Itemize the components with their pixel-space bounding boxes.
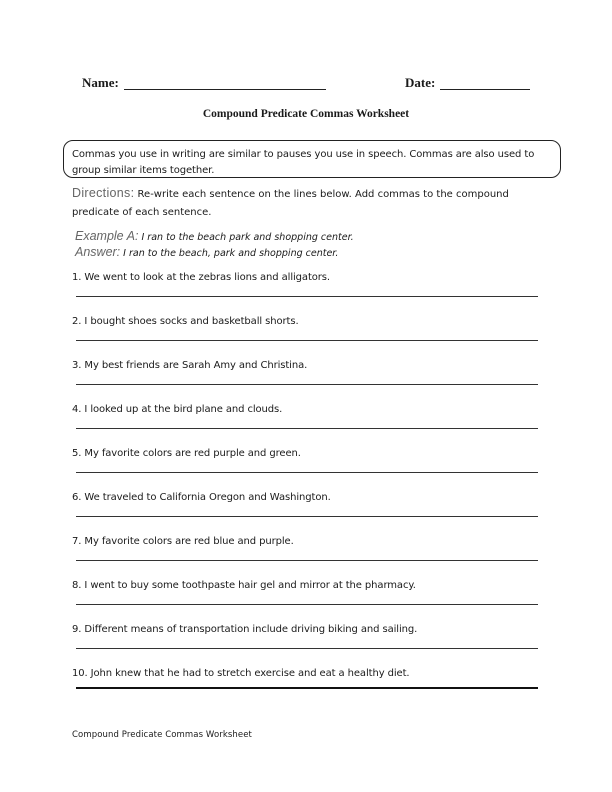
name-label: Name: [82, 75, 119, 90]
question-text: 5. My favorite colors are red purple and green. [72, 448, 301, 459]
example-text: I ran to the beach park and shopping center. [138, 232, 354, 243]
directions-text: Re-write each sentence on the lines below. Add commas to the compound predicate of each sentence. [72, 189, 509, 218]
question-text: 10. John knew that he had to stretch exercise and eat a healthy diet. [72, 668, 410, 679]
date-label: Date: [405, 75, 436, 90]
answer-row [75, 244, 555, 260]
answer-line[interactable] [76, 560, 538, 561]
example-row [75, 228, 555, 244]
question-item [72, 316, 542, 360]
answer-line[interactable] [76, 340, 538, 341]
question-item [72, 360, 542, 404]
directions-label: Directions: [72, 186, 135, 200]
question-item [72, 404, 542, 448]
answer-line[interactable] [76, 648, 538, 649]
question-text: 3. My best friends are Sarah Amy and Christina. [72, 360, 308, 371]
question-text: 7. My favorite colors are red blue and purple. [72, 536, 294, 547]
answer-line[interactable] [76, 472, 538, 473]
footer-title: Compound Predicate Commas Worksheet [72, 730, 252, 740]
question-text: 1. We went to look at the zebras lions and alligators. [72, 272, 330, 283]
answer-line[interactable] [76, 296, 538, 297]
answer-label: Answer: [75, 245, 121, 259]
example-block [75, 228, 555, 260]
question-item [72, 668, 542, 712]
date-blank-line[interactable] [440, 89, 530, 90]
question-item [72, 580, 542, 624]
answer-line[interactable] [76, 687, 538, 689]
answer-line[interactable] [76, 604, 538, 605]
answer-line[interactable] [76, 384, 538, 385]
question-text: 2. I bought shoes socks and basketball shorts. [72, 316, 299, 327]
example-label: Example A: [75, 229, 139, 243]
question-item [72, 492, 542, 536]
question-text: 6. We traveled to California Oregon and Washington. [72, 492, 331, 503]
answer-text: I ran to the beach, park and shopping center. [120, 248, 339, 259]
name-blank-line[interactable] [124, 89, 326, 90]
question-item [72, 272, 542, 316]
answer-line[interactable] [76, 428, 538, 429]
answer-line[interactable] [76, 516, 538, 517]
page-title: Compound Predicate Commas Worksheet [202, 108, 410, 120]
question-text: 4. I looked up at the bird plane and clouds. [72, 404, 283, 415]
question-item [72, 624, 542, 668]
worksheet-header [0, 75, 612, 95]
question-item [72, 536, 542, 580]
question-text: 9. Different means of transportation include driving biking and sailing. [72, 624, 418, 635]
question-item [72, 448, 542, 492]
question-list [72, 272, 542, 712]
info-box: Commas you use in writing are similar to pauses you use in speech. Commas are also used to group similar items together. [63, 140, 561, 178]
question-text: 8. I went to buy some toothpaste hair gel and mirror at the pharmacy. [72, 580, 416, 591]
directions [72, 184, 552, 222]
